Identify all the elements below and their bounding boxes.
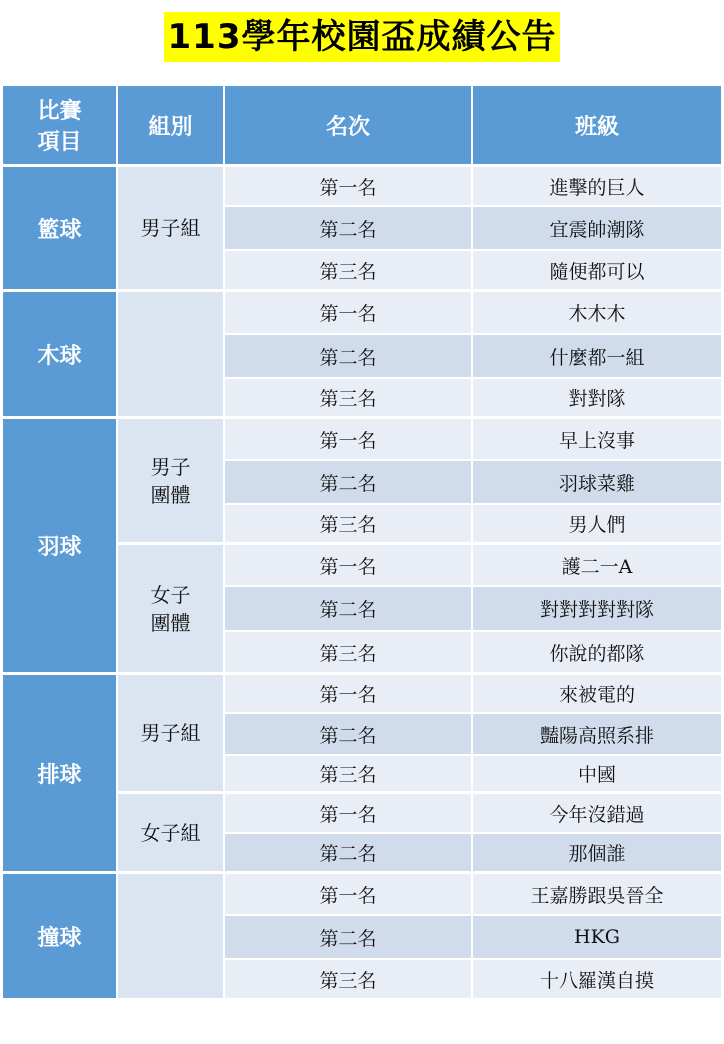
group-label-line: 團體 bbox=[150, 610, 191, 635]
group-label-line: 男子組 bbox=[140, 721, 201, 745]
rank-cell: 第三名 bbox=[225, 251, 473, 292]
rank-cell: 第一名 bbox=[225, 874, 473, 916]
class-cell: 對對隊 bbox=[473, 379, 721, 419]
rank-cell: 第三名 bbox=[225, 632, 473, 675]
rank-cell: 第一名 bbox=[225, 545, 473, 587]
group-cell bbox=[118, 874, 225, 1001]
class-cell: 羽球菜雞 bbox=[473, 461, 721, 505]
results-table bbox=[3, 86, 721, 1001]
table-row bbox=[3, 292, 721, 335]
group-cell bbox=[118, 675, 225, 794]
class-cell: 今年沒錯過 bbox=[473, 794, 721, 834]
sport-cell: 木球 bbox=[3, 292, 118, 419]
header-sport-line2: 項目 bbox=[37, 130, 82, 155]
rank-cell: 第一名 bbox=[225, 167, 473, 207]
rank-cell: 第一名 bbox=[225, 292, 473, 335]
group-label-line: 男子 bbox=[150, 454, 191, 479]
sport-cell: 羽球 bbox=[3, 419, 118, 675]
class-cell: 宜震帥潮隊 bbox=[473, 207, 721, 251]
group-label-line: 團體 bbox=[150, 482, 191, 507]
group-cell bbox=[118, 794, 225, 874]
class-cell: 隨便都可以 bbox=[473, 251, 721, 292]
header-sport bbox=[3, 86, 118, 167]
class-cell: 十八羅漢自摸 bbox=[473, 960, 721, 1001]
class-cell: 中國 bbox=[473, 756, 721, 794]
class-cell: 那個誰 bbox=[473, 834, 721, 874]
header-group: 組別 bbox=[118, 86, 225, 167]
table-row bbox=[3, 419, 721, 461]
group-label-line: 女子 bbox=[150, 582, 191, 607]
header-sport-line1: 比賽 bbox=[37, 99, 82, 124]
class-cell: 早上沒事 bbox=[473, 419, 721, 461]
title-area bbox=[0, 12, 724, 62]
rank-cell: 第三名 bbox=[225, 505, 473, 545]
rank-cell: 第二名 bbox=[225, 834, 473, 874]
group-label-line: 女子組 bbox=[140, 820, 201, 845]
rank-cell: 第二名 bbox=[225, 587, 473, 632]
sport-cell: 撞球 bbox=[3, 874, 118, 1001]
header-row bbox=[3, 86, 721, 167]
rank-cell: 第三名 bbox=[225, 379, 473, 419]
rank-cell: 第一名 bbox=[225, 794, 473, 834]
rank-cell: 第三名 bbox=[225, 756, 473, 794]
group-cell bbox=[118, 419, 225, 545]
group-cell bbox=[118, 292, 225, 419]
sport-cell: 籃球 bbox=[3, 167, 118, 292]
group-label-line: 男子組 bbox=[140, 216, 201, 240]
table-row bbox=[3, 874, 721, 916]
class-cell: 木木木 bbox=[473, 292, 721, 335]
class-cell: 你說的都隊 bbox=[473, 632, 721, 675]
header-rank: 名次 bbox=[225, 86, 473, 167]
group-cell bbox=[118, 545, 225, 675]
rank-cell: 第一名 bbox=[225, 675, 473, 714]
class-cell: HKG bbox=[473, 916, 721, 960]
table-row bbox=[3, 167, 721, 207]
class-cell: 來被電的 bbox=[473, 675, 721, 714]
results-body bbox=[3, 167, 721, 1001]
rank-cell: 第二名 bbox=[225, 916, 473, 960]
rank-cell: 第二名 bbox=[225, 207, 473, 251]
group-cell bbox=[118, 167, 225, 292]
rank-cell: 第二名 bbox=[225, 335, 473, 379]
rank-cell: 第三名 bbox=[225, 960, 473, 1001]
table-row bbox=[3, 675, 721, 714]
page-title: 113學年校園盃成績公告 bbox=[164, 12, 561, 62]
class-cell: 王嘉勝跟吳晉全 bbox=[473, 874, 721, 916]
class-cell: 豔陽高照系排 bbox=[473, 714, 721, 756]
rank-cell: 第二名 bbox=[225, 714, 473, 756]
rank-cell: 第二名 bbox=[225, 461, 473, 505]
class-cell: 男人們 bbox=[473, 505, 721, 545]
rank-cell: 第一名 bbox=[225, 419, 473, 461]
class-cell: 對對對對對隊 bbox=[473, 587, 721, 632]
class-cell: 什麼都一組 bbox=[473, 335, 721, 379]
class-cell: 護二一A bbox=[473, 545, 721, 587]
class-cell: 進擊的巨人 bbox=[473, 167, 721, 207]
sport-cell: 排球 bbox=[3, 675, 118, 874]
header-class: 班級 bbox=[473, 86, 721, 167]
